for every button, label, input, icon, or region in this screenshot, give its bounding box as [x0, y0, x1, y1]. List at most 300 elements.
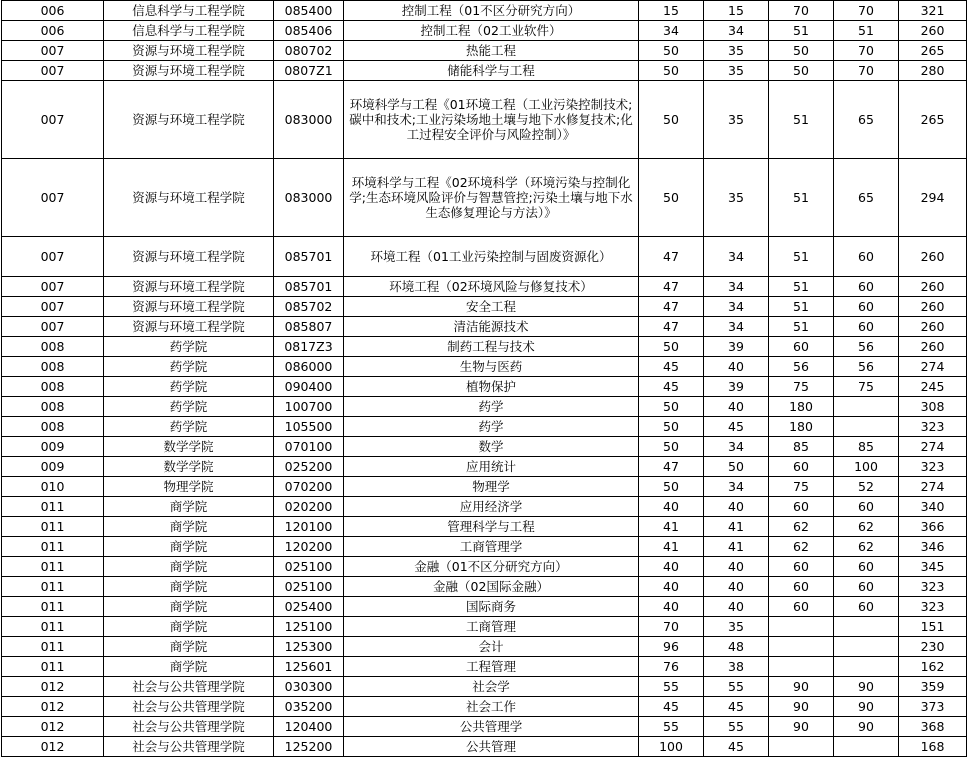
cell-major-code: 090400	[274, 377, 344, 397]
cell-score-foreign-language: 34	[704, 477, 769, 497]
cell-score-subject-two: 60	[834, 597, 899, 617]
cell-college-code: 009	[2, 437, 104, 457]
cell-college-code: 011	[2, 637, 104, 657]
cell-score-total: 260	[899, 277, 967, 297]
cell-major-name: 热能工程	[344, 41, 639, 61]
cell-score-subject-two: 62	[834, 517, 899, 537]
cell-score-subject-two: 60	[834, 497, 899, 517]
cell-major-code: 0807Z1	[274, 61, 344, 81]
cell-score-politics: 50	[639, 41, 704, 61]
cell-major-code: 025200	[274, 457, 344, 477]
cell-college-code: 010	[2, 477, 104, 497]
cell-major-name: 植物保护	[344, 377, 639, 397]
cell-major-name: 环境科学与工程《01环境工程（工业污染控制技术;碳中和技术;工业污染场地土壤与地下水修复技术;化工过程安全评价与风险控制）》	[344, 81, 639, 159]
cell-college-code: 012	[2, 697, 104, 717]
cell-college-name: 数学学院	[104, 437, 274, 457]
cell-college-code: 007	[2, 277, 104, 297]
cell-major-name: 数学	[344, 437, 639, 457]
table-row	[2, 617, 967, 637]
cell-score-subject-two: 60	[834, 317, 899, 337]
cell-major-code: 085807	[274, 317, 344, 337]
cell-score-subject-two	[834, 637, 899, 657]
cell-major-name: 药学	[344, 417, 639, 437]
cell-score-subject-two: 60	[834, 577, 899, 597]
table-row	[2, 21, 967, 41]
cell-score-subject-one: 60	[769, 497, 834, 517]
cell-college-code: 011	[2, 617, 104, 637]
cell-score-subject-one: 90	[769, 717, 834, 737]
cell-major-name: 公共管理	[344, 737, 639, 757]
cell-college-name: 资源与环境工程学院	[104, 237, 274, 277]
cell-major-name: 会计	[344, 637, 639, 657]
cell-major-code: 083000	[274, 81, 344, 159]
cell-score-total: 323	[899, 577, 967, 597]
cell-college-code: 006	[2, 21, 104, 41]
cell-score-politics: 47	[639, 237, 704, 277]
cell-score-politics: 50	[639, 61, 704, 81]
table-row	[2, 1, 967, 21]
cell-score-total: 260	[899, 337, 967, 357]
cell-score-subject-one	[769, 617, 834, 637]
cell-college-code: 008	[2, 397, 104, 417]
cell-college-code: 007	[2, 317, 104, 337]
cell-score-politics: 47	[639, 457, 704, 477]
cell-major-name: 应用经济学	[344, 497, 639, 517]
cell-major-name: 环境工程（02环境风险与修复技术）	[344, 277, 639, 297]
cell-college-name: 资源与环境工程学院	[104, 41, 274, 61]
cell-score-foreign-language: 41	[704, 537, 769, 557]
cell-score-foreign-language: 34	[704, 277, 769, 297]
cell-score-politics: 41	[639, 537, 704, 557]
cell-score-foreign-language: 50	[704, 457, 769, 477]
cell-score-politics: 50	[639, 417, 704, 437]
cell-college-name: 资源与环境工程学院	[104, 317, 274, 337]
table-row	[2, 457, 967, 477]
cell-major-code: 070200	[274, 477, 344, 497]
cell-score-politics: 40	[639, 577, 704, 597]
cell-score-subject-two: 65	[834, 159, 899, 237]
cell-score-subject-one: 60	[769, 337, 834, 357]
cell-major-name: 清洁能源技术	[344, 317, 639, 337]
table-row	[2, 597, 967, 617]
cell-college-code: 007	[2, 297, 104, 317]
cell-score-subject-one	[769, 737, 834, 757]
cell-score-politics: 50	[639, 477, 704, 497]
cell-college-name: 社会与公共管理学院	[104, 717, 274, 737]
cell-major-code: 120100	[274, 517, 344, 537]
cell-score-subject-two	[834, 397, 899, 417]
cell-score-total: 265	[899, 41, 967, 61]
cell-college-name: 药学院	[104, 377, 274, 397]
cell-major-name: 储能科学与工程	[344, 61, 639, 81]
cell-score-politics: 34	[639, 21, 704, 41]
cell-major-code: 0817Z3	[274, 337, 344, 357]
table-body	[2, 1, 967, 757]
cell-major-code: 083000	[274, 159, 344, 237]
cell-score-foreign-language: 39	[704, 337, 769, 357]
cell-college-code: 011	[2, 537, 104, 557]
table-row	[2, 477, 967, 497]
cell-major-name: 控制工程（02工业软件）	[344, 21, 639, 41]
cell-score-subject-one	[769, 657, 834, 677]
cell-score-subject-two: 62	[834, 537, 899, 557]
cell-score-total: 368	[899, 717, 967, 737]
cell-score-subject-two: 90	[834, 677, 899, 697]
cell-major-code: 025400	[274, 597, 344, 617]
table-row	[2, 61, 967, 81]
cell-score-subject-one: 62	[769, 517, 834, 537]
cell-college-name: 商学院	[104, 557, 274, 577]
table-row	[2, 677, 967, 697]
cell-score-foreign-language: 45	[704, 737, 769, 757]
cell-college-name: 商学院	[104, 657, 274, 677]
cell-college-code: 007	[2, 81, 104, 159]
cell-college-name: 资源与环境工程学院	[104, 159, 274, 237]
cell-college-name: 药学院	[104, 337, 274, 357]
cell-score-subject-two	[834, 657, 899, 677]
cell-score-total: 366	[899, 517, 967, 537]
cell-college-code: 011	[2, 497, 104, 517]
cell-major-name: 工程管理	[344, 657, 639, 677]
cell-major-code: 025100	[274, 577, 344, 597]
cell-college-code: 011	[2, 557, 104, 577]
cell-score-subject-two: 70	[834, 1, 899, 21]
cell-major-code: 105500	[274, 417, 344, 437]
cell-score-politics: 41	[639, 517, 704, 537]
cell-score-subject-one: 75	[769, 377, 834, 397]
cell-college-code: 009	[2, 457, 104, 477]
table-row	[2, 577, 967, 597]
cell-major-code: 085701	[274, 237, 344, 277]
cell-major-name: 管理科学与工程	[344, 517, 639, 537]
cell-major-name: 应用统计	[344, 457, 639, 477]
cell-score-subject-one	[769, 637, 834, 657]
cell-score-subject-one: 51	[769, 237, 834, 277]
table-row	[2, 337, 967, 357]
table-row	[2, 697, 967, 717]
cell-major-name: 物理学	[344, 477, 639, 497]
cell-major-name: 社会学	[344, 677, 639, 697]
cell-major-code: 035200	[274, 697, 344, 717]
cell-score-foreign-language: 34	[704, 297, 769, 317]
cell-college-code: 006	[2, 1, 104, 21]
cell-college-code: 008	[2, 377, 104, 397]
cell-score-politics: 40	[639, 497, 704, 517]
cell-major-name: 金融（01不区分研究方向）	[344, 557, 639, 577]
cell-college-name: 商学院	[104, 497, 274, 517]
table-row	[2, 317, 967, 337]
cell-score-subject-two: 60	[834, 557, 899, 577]
cell-college-name: 药学院	[104, 357, 274, 377]
cell-score-politics: 47	[639, 317, 704, 337]
cell-score-subject-one: 51	[769, 297, 834, 317]
table-row	[2, 637, 967, 657]
cell-score-total: 345	[899, 557, 967, 577]
cell-score-politics: 40	[639, 557, 704, 577]
cell-score-total: 294	[899, 159, 967, 237]
cell-score-foreign-language: 40	[704, 397, 769, 417]
cell-college-name: 资源与环境工程学院	[104, 61, 274, 81]
cell-score-total: 308	[899, 397, 967, 417]
cell-score-foreign-language: 35	[704, 41, 769, 61]
table-row	[2, 657, 967, 677]
cell-score-subject-one: 56	[769, 357, 834, 377]
cell-major-code: 120400	[274, 717, 344, 737]
cell-college-name: 商学院	[104, 637, 274, 657]
cell-major-code: 125300	[274, 637, 344, 657]
cell-score-foreign-language: 39	[704, 377, 769, 397]
cell-major-name: 社会工作	[344, 697, 639, 717]
cell-score-total: 323	[899, 597, 967, 617]
cell-score-subject-one: 60	[769, 457, 834, 477]
cell-score-foreign-language: 15	[704, 1, 769, 21]
admission-score-table	[1, 0, 967, 757]
cell-score-foreign-language: 45	[704, 697, 769, 717]
cell-score-subject-one: 62	[769, 537, 834, 557]
table-row	[2, 237, 967, 277]
table-row	[2, 497, 967, 517]
cell-score-subject-one: 180	[769, 397, 834, 417]
cell-score-total: 274	[899, 437, 967, 457]
table-row	[2, 277, 967, 297]
cell-score-foreign-language: 38	[704, 657, 769, 677]
cell-score-total: 260	[899, 237, 967, 277]
cell-score-subject-two	[834, 617, 899, 637]
cell-score-politics: 50	[639, 397, 704, 417]
cell-score-total: 321	[899, 1, 967, 21]
cell-score-subject-two: 90	[834, 717, 899, 737]
cell-major-code: 125200	[274, 737, 344, 757]
cell-score-foreign-language: 41	[704, 517, 769, 537]
cell-major-name: 生物与医药	[344, 357, 639, 377]
cell-college-code: 008	[2, 337, 104, 357]
cell-score-subject-two: 65	[834, 81, 899, 159]
cell-college-name: 商学院	[104, 577, 274, 597]
table-row	[2, 437, 967, 457]
cell-score-total: 260	[899, 317, 967, 337]
cell-score-foreign-language: 35	[704, 159, 769, 237]
cell-score-total: 346	[899, 537, 967, 557]
cell-major-code: 085702	[274, 297, 344, 317]
cell-score-subject-two: 60	[834, 237, 899, 277]
cell-score-subject-one: 60	[769, 557, 834, 577]
cell-college-name: 数学学院	[104, 457, 274, 477]
cell-college-name: 资源与环境工程学院	[104, 277, 274, 297]
cell-major-code: 070100	[274, 437, 344, 457]
cell-score-subject-two: 70	[834, 61, 899, 81]
cell-score-foreign-language: 34	[704, 317, 769, 337]
table-row	[2, 357, 967, 377]
cell-score-politics: 55	[639, 717, 704, 737]
cell-college-name: 商学院	[104, 597, 274, 617]
cell-score-subject-two: 60	[834, 277, 899, 297]
cell-college-code: 007	[2, 41, 104, 61]
cell-score-politics: 40	[639, 597, 704, 617]
cell-score-total: 359	[899, 677, 967, 697]
cell-score-subject-two: 52	[834, 477, 899, 497]
cell-score-subject-two: 56	[834, 357, 899, 377]
cell-score-total: 151	[899, 617, 967, 637]
cell-score-total: 230	[899, 637, 967, 657]
cell-score-subject-two: 56	[834, 337, 899, 357]
cell-score-subject-two	[834, 737, 899, 757]
cell-score-foreign-language: 40	[704, 497, 769, 517]
cell-major-code: 100700	[274, 397, 344, 417]
cell-major-code: 085701	[274, 277, 344, 297]
table-row	[2, 737, 967, 757]
table-row	[2, 537, 967, 557]
cell-score-subject-one: 51	[769, 81, 834, 159]
table-row	[2, 557, 967, 577]
cell-score-foreign-language: 40	[704, 557, 769, 577]
cell-score-politics: 15	[639, 1, 704, 21]
cell-major-name: 工商管理	[344, 617, 639, 637]
cell-score-total: 280	[899, 61, 967, 81]
cell-score-subject-two: 51	[834, 21, 899, 41]
cell-major-name: 环境工程（01工业污染控制与固废资源化）	[344, 237, 639, 277]
cell-score-total: 340	[899, 497, 967, 517]
cell-score-foreign-language: 35	[704, 617, 769, 637]
table-row	[2, 297, 967, 317]
cell-major-code: 086000	[274, 357, 344, 377]
cell-major-code: 020200	[274, 497, 344, 517]
cell-college-code: 011	[2, 517, 104, 537]
cell-score-subject-one: 75	[769, 477, 834, 497]
cell-score-politics: 50	[639, 81, 704, 159]
cell-major-code: 120200	[274, 537, 344, 557]
cell-major-code: 085406	[274, 21, 344, 41]
cell-score-subject-two	[834, 417, 899, 437]
cell-college-name: 药学院	[104, 417, 274, 437]
cell-score-subject-one: 50	[769, 41, 834, 61]
cell-score-foreign-language: 55	[704, 677, 769, 697]
cell-score-foreign-language: 40	[704, 597, 769, 617]
cell-score-total: 260	[899, 21, 967, 41]
cell-score-subject-one: 50	[769, 61, 834, 81]
cell-score-subject-one: 60	[769, 597, 834, 617]
cell-score-subject-two: 90	[834, 697, 899, 717]
cell-score-foreign-language: 40	[704, 577, 769, 597]
cell-score-politics: 47	[639, 297, 704, 317]
cell-score-total: 323	[899, 457, 967, 477]
cell-score-total: 274	[899, 477, 967, 497]
table-row	[2, 517, 967, 537]
table-row	[2, 417, 967, 437]
cell-score-politics: 50	[639, 159, 704, 237]
cell-score-politics: 55	[639, 677, 704, 697]
cell-score-foreign-language: 48	[704, 637, 769, 657]
cell-college-code: 007	[2, 237, 104, 277]
cell-major-name: 安全工程	[344, 297, 639, 317]
cell-major-code: 030300	[274, 677, 344, 697]
cell-major-name: 金融（02国际金融）	[344, 577, 639, 597]
table-row	[2, 377, 967, 397]
cell-major-code: 125601	[274, 657, 344, 677]
cell-score-foreign-language: 55	[704, 717, 769, 737]
cell-score-politics: 96	[639, 637, 704, 657]
cell-major-code: 125100	[274, 617, 344, 637]
cell-score-subject-one: 60	[769, 577, 834, 597]
cell-score-foreign-language: 35	[704, 81, 769, 159]
cell-score-total: 245	[899, 377, 967, 397]
cell-score-foreign-language: 45	[704, 417, 769, 437]
cell-score-politics: 45	[639, 697, 704, 717]
cell-score-total: 265	[899, 81, 967, 159]
cell-score-politics: 100	[639, 737, 704, 757]
cell-college-code: 011	[2, 577, 104, 597]
cell-major-name: 工商管理学	[344, 537, 639, 557]
cell-score-politics: 50	[639, 437, 704, 457]
cell-score-foreign-language: 34	[704, 21, 769, 41]
cell-score-subject-two: 75	[834, 377, 899, 397]
cell-score-total: 373	[899, 697, 967, 717]
cell-college-name: 社会与公共管理学院	[104, 697, 274, 717]
cell-college-code: 011	[2, 597, 104, 617]
cell-major-name: 药学	[344, 397, 639, 417]
cell-college-name: 信息科学与工程学院	[104, 1, 274, 21]
cell-college-name: 药学院	[104, 397, 274, 417]
cell-college-code: 008	[2, 357, 104, 377]
cell-score-subject-two: 60	[834, 297, 899, 317]
cell-score-total: 323	[899, 417, 967, 437]
cell-college-code: 012	[2, 677, 104, 697]
cell-score-subject-one: 51	[769, 317, 834, 337]
cell-major-name: 公共管理学	[344, 717, 639, 737]
cell-college-name: 信息科学与工程学院	[104, 21, 274, 41]
table-row	[2, 159, 967, 237]
cell-score-subject-one: 70	[769, 1, 834, 21]
cell-college-code: 011	[2, 657, 104, 677]
cell-score-total: 274	[899, 357, 967, 377]
cell-score-subject-two: 100	[834, 457, 899, 477]
cell-major-code: 025100	[274, 557, 344, 577]
cell-score-total: 162	[899, 657, 967, 677]
cell-college-name: 社会与公共管理学院	[104, 737, 274, 757]
cell-score-total: 260	[899, 297, 967, 317]
cell-score-foreign-language: 35	[704, 61, 769, 81]
cell-major-code: 080702	[274, 41, 344, 61]
cell-score-foreign-language: 34	[704, 237, 769, 277]
cell-score-subject-two: 70	[834, 41, 899, 61]
cell-college-name: 资源与环境工程学院	[104, 81, 274, 159]
cell-score-subject-one: 51	[769, 277, 834, 297]
cell-score-politics: 45	[639, 357, 704, 377]
cell-score-politics: 76	[639, 657, 704, 677]
cell-college-code: 012	[2, 717, 104, 737]
table-row	[2, 41, 967, 61]
cell-score-politics: 47	[639, 277, 704, 297]
cell-major-name: 国际商务	[344, 597, 639, 617]
cell-major-name: 环境科学与工程《02环境科学（环境污染与控制化学;生态环境风险评价与智慧管控;污染土壤与地下水生态修复理论与方法）》	[344, 159, 639, 237]
cell-college-name: 商学院	[104, 537, 274, 557]
table-row	[2, 717, 967, 737]
cell-college-name: 商学院	[104, 517, 274, 537]
cell-major-name: 制药工程与技术	[344, 337, 639, 357]
cell-college-name: 社会与公共管理学院	[104, 677, 274, 697]
cell-score-subject-two: 85	[834, 437, 899, 457]
table-row	[2, 81, 967, 159]
cell-major-name: 控制工程（01不区分研究方向）	[344, 1, 639, 21]
cell-college-name: 资源与环境工程学院	[104, 297, 274, 317]
cell-college-code: 007	[2, 61, 104, 81]
cell-college-code: 012	[2, 737, 104, 757]
cell-score-total: 168	[899, 737, 967, 757]
cell-score-subject-one: 51	[769, 21, 834, 41]
cell-score-subject-one: 180	[769, 417, 834, 437]
cell-college-name: 商学院	[104, 617, 274, 637]
cell-college-name: 物理学院	[104, 477, 274, 497]
cell-score-subject-one: 90	[769, 697, 834, 717]
